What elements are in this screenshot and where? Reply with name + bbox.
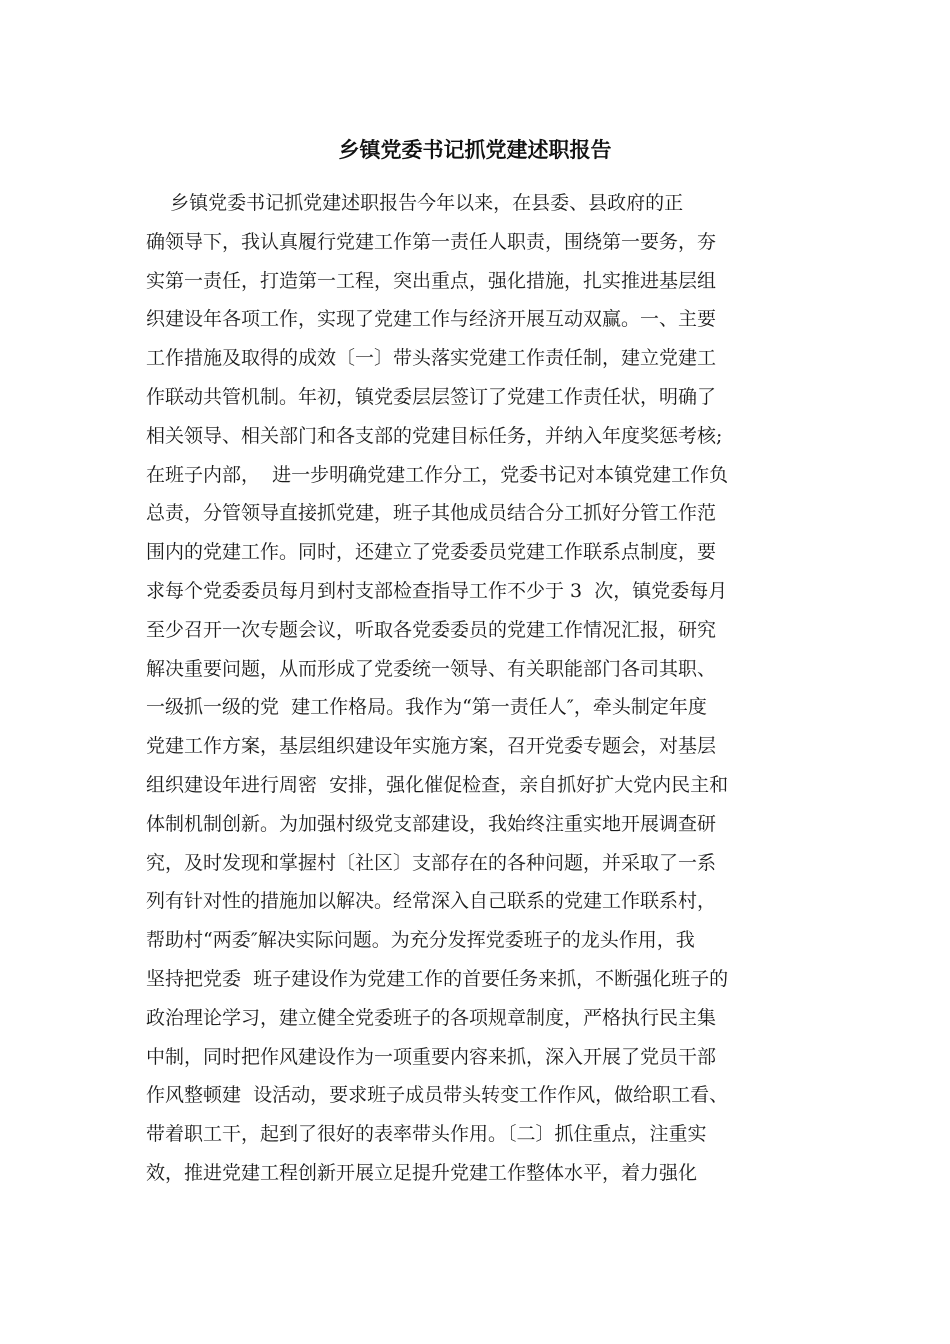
body-line-14: 一级抓一级的党 建工作格局。我作为“第一责任人″，牵头制定年度 [146,696,707,719]
body-line-24: 作风整顿建 设活动，要求班子成员带头转变工作作风，做给职工看、 [146,1084,729,1107]
body-line-4: 织建设年各项工作，实现了党建工作与经济开展互动双赢。一、主要 [146,308,717,331]
body-line-8: 在班子内部， 进一步明确党建工作分工，党委书记对本镇党建工作负 [146,463,729,486]
body-line-17: 体制机制创新。为加强村级党支部建设，我始终注重实地开展调查研 [146,812,717,835]
body-line-11: 求每个党委委员每月到村支部检查指导工作不少于 3 次，镇党委每月 [146,579,728,602]
body-line-21: 坚持把党委 班子建设作为党建工作的首要任务来抓，不断强化班子的 [146,967,729,990]
body-line-10: 围内的党建工作。同时，还建立了党委委员党建工作联系点制度，要 [146,541,717,564]
body-line-1: 乡镇党委书记抓党建述职报告今年以来，在县委、县政府的正 [146,192,684,214]
document-body [146,184,806,1193]
document-title: 乡镇党委书记抓党建述职报告 [338,138,612,162]
body-line-19: 列有针对性的措施加以解决。经常深入自己联系的党建工作联系村， [146,890,717,913]
body-line-25: 带着职工干，起到了很好的表率带头作用。〔二〕抓住重点，注重实 [146,1123,707,1146]
body-line-9: 总责，分管领导直接抓党建，班子其他成员结合分工抓好分管工作范 [146,502,717,525]
body-line-18: 究，及时发现和掌握村〔社区〕支部存在的各种问题，并采取了一系 [146,851,717,874]
body-line-5: 工作措施及取得的成效〔一〕带头落实党建工作责任制，建立党建工 [146,347,717,370]
body-line-22: 政治理论学习，建立健全党委班子的各项规章制度，严格执行民主集 [146,1006,717,1029]
body-line-20: 帮助村“两委″解决实际问题。为充分发挥党委班子的龙头作用，我 [146,929,695,952]
body-line-6: 作联动共管机制。年初，镇党委层层签订了党建工作责任状，明确了 [146,385,717,408]
body-line-12: 至少召开一次专题会议，听取各党委委员的党建工作情况汇报，研究 [146,618,717,641]
body-line-3: 实第一责任，打造第一工程，突出重点，强化措施，扎实推进基层组 [146,269,717,292]
body-line-7: 相关领导、相关部门和各支部的党建目标任务，并纳入年度奖惩考核; [146,424,723,447]
body-line-16: 组织建设年进行周密 安排，强化催促检查，亲自抓好扩大党内民主和 [146,773,729,796]
body-line-26: 效，推进党建工程创新开展立足提升党建工作整体水平，着力强化 [146,1161,698,1184]
body-line-13: 解决重要问题，从而形成了党委统一领导、有关职能部门各司其职、 [146,657,717,680]
body-line-2: 确领导下，我认真履行党建工作第一责任人职责，围绕第一要务，夯 [146,230,717,253]
body-line-23: 中制，同时把作风建设作为一项重要内容来抓，深入开展了党员干部 [146,1045,717,1068]
body-line-15: 党建工作方案，基层组织建设年实施方案，召开党委专题会，对基层 [146,735,717,758]
